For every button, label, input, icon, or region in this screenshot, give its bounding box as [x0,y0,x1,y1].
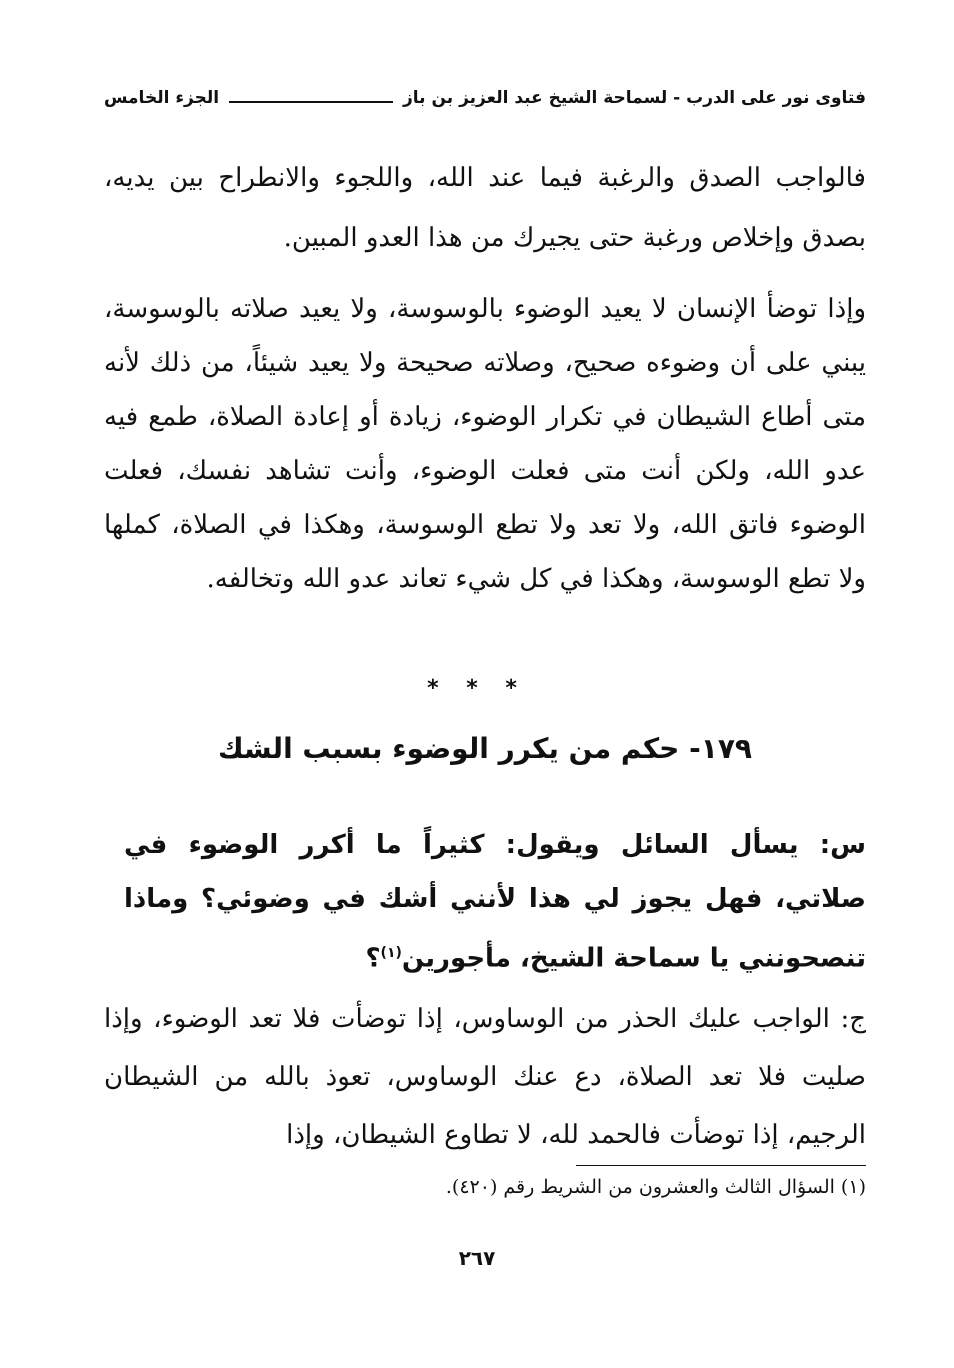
page-number: ٢٦٧ [458,1246,496,1270]
header-rule [229,101,393,103]
answer-text: ج: الواجب عليك الحذر من الوساوس، إذا توضأت فلا تعد الوضوء، وإذا صليت فلا تعد الصلاة، دع عنك الوساوس، تعوذ بالله من الشيطان الرجيم، إذا توضأت فالحمد لله، لا تطاوع الشيطان، وإذا [104,1004,866,1150]
header-book-title: فتاوى نور على الدرب - لسماحة الشيخ عبد العزيز بن باز [403,88,866,108]
footnote: (١) السؤال الثالث والعشرون من الشريط رقم (٤٢٠). [445,1176,866,1198]
paragraph-1: فالواجب الصدق والرغبة فيما عند الله، واللجوء والانطراح بين يديه، بصدق وإخلاص ورغبة حتى يجيرك من هذا العدو المبين. [104,163,866,253]
section-title: ١٧٩- حكم من يكرر الوضوء بسبب الشك [217,732,753,765]
question-block [124,818,866,986]
footnote-rule [576,1165,866,1166]
section-separator: * * * [427,676,527,701]
question-end-mark: ؟ [365,943,381,974]
header-volume: الجزء الخامس [104,88,220,108]
paragraph-2: وإذا توضأ الإنسان لا يعيد الوضوء بالوسوسة، ولا يعيد صلاته بالوسوسة، يبني على أن وضوءه صحيح، وصلاته صحيحة ولا يعيد شيئاً، من ذلك لأنه متى أطاع الشيطان في تكرار الوضوء، زيادة أو إعادة الصلاة، طمع فيه عدو الله، ولكن أنت متى فعلت الوضوء، وأنت تشاهد نفسك، فعلت الوضوء فاتق الله، ولا تعد ولا تطع الوسوسة، وهكذا في الصلاة، كملها ولا تطع الوسوسة، وهكذا في كل شيء تعاند عدو الله وتخالفه. [104,294,866,594]
footnote-marker: (١) [380,945,402,961]
question-prefix: س: [819,830,866,860]
running-header [104,88,866,108]
question-text: يسأل السائل ويقول: كثيراً ما أكرر الوضوء في صلاتي، فهل يجوز لي هذا لأنني أشك في وضوئي؟ وماذا تنصحونني يا سماحة الشيخ، مأجورين [124,830,866,974]
